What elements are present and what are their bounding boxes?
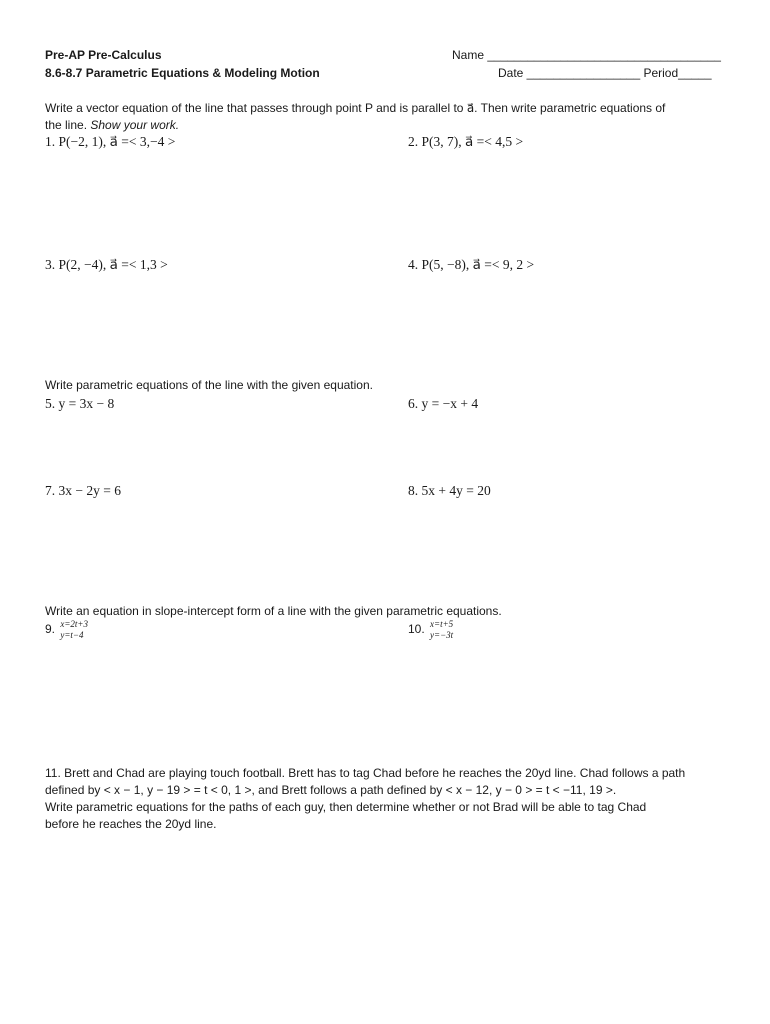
problem-5: 5. y = 3x − 8 bbox=[45, 396, 115, 411]
problem-9-x: x=2t+3 bbox=[60, 619, 89, 629]
problem-11-line2: defined by < x − 1, y − 19 > = t < 0, 1 >, and Brett follows a path defined by < x − 12, y − 0 > = t < −11, 19 >. bbox=[45, 783, 617, 797]
date-period-line: Date _________________ Period_____ bbox=[498, 66, 712, 80]
problem-11-line1: 11. Brett and Chad are playing touch football. Brett has to tag Chad before he reaches the 20yd line. Chad follows a path bbox=[45, 766, 686, 780]
problem-6: 6. y = −x + 4 bbox=[408, 396, 479, 411]
unit-title: 8.6-8.7 Parametric Equations & Modeling Motion bbox=[45, 66, 320, 80]
section2-instruction: Write parametric equations of the line with the given equation. bbox=[45, 378, 373, 392]
problem-9-number: 9. bbox=[45, 622, 56, 637]
problem-9 bbox=[45, 619, 88, 641]
section1-instruction-text: the line. bbox=[45, 118, 88, 132]
problem-4: 4. P(5, −8), a⃗ =< 9, 2 > bbox=[408, 257, 535, 272]
problem-2: 2. P(3, 7), a⃗ =< 4,5 > bbox=[408, 134, 524, 149]
problem-9-y: y=t−4 bbox=[60, 630, 84, 640]
problem-11-line4: before he reaches the 20yd line. bbox=[45, 817, 217, 831]
section1-instruction-line1: Write a vector equation of the line that passes through point P and is parallel to a⃗. Then write parametric equations of bbox=[45, 101, 666, 115]
problem-10 bbox=[408, 619, 453, 641]
course-title: Pre-AP Pre-Calculus bbox=[45, 48, 162, 62]
problem-10-y: y=−3t bbox=[430, 630, 454, 640]
section1-instruction-emphasis: Show your work. bbox=[90, 118, 180, 132]
problem-10-system bbox=[430, 619, 453, 641]
problem-9-system bbox=[60, 619, 88, 641]
problem-3: 3. P(2, −4), a⃗ =< 1,3 > bbox=[45, 257, 168, 272]
problem-10-number: 10. bbox=[408, 622, 425, 637]
name-line: Name ___________________________________ bbox=[452, 48, 721, 62]
problem-10-x: x=t+5 bbox=[430, 619, 454, 629]
problem-8: 8. 5x + 4y = 20 bbox=[408, 483, 491, 498]
section3-instruction: Write an equation in slope-intercept form of a line with the given parametric equations. bbox=[45, 604, 502, 618]
section1-instruction-line2 bbox=[45, 118, 179, 132]
problem-1: 1. P(−2, 1), a⃗ =< 3,−4 > bbox=[45, 134, 176, 149]
problem-7: 7. 3x − 2y = 6 bbox=[45, 483, 121, 498]
problem-11-line3: Write parametric equations for the paths of each guy, then determine whether or not Brad will be able to tag Chad bbox=[45, 800, 647, 814]
